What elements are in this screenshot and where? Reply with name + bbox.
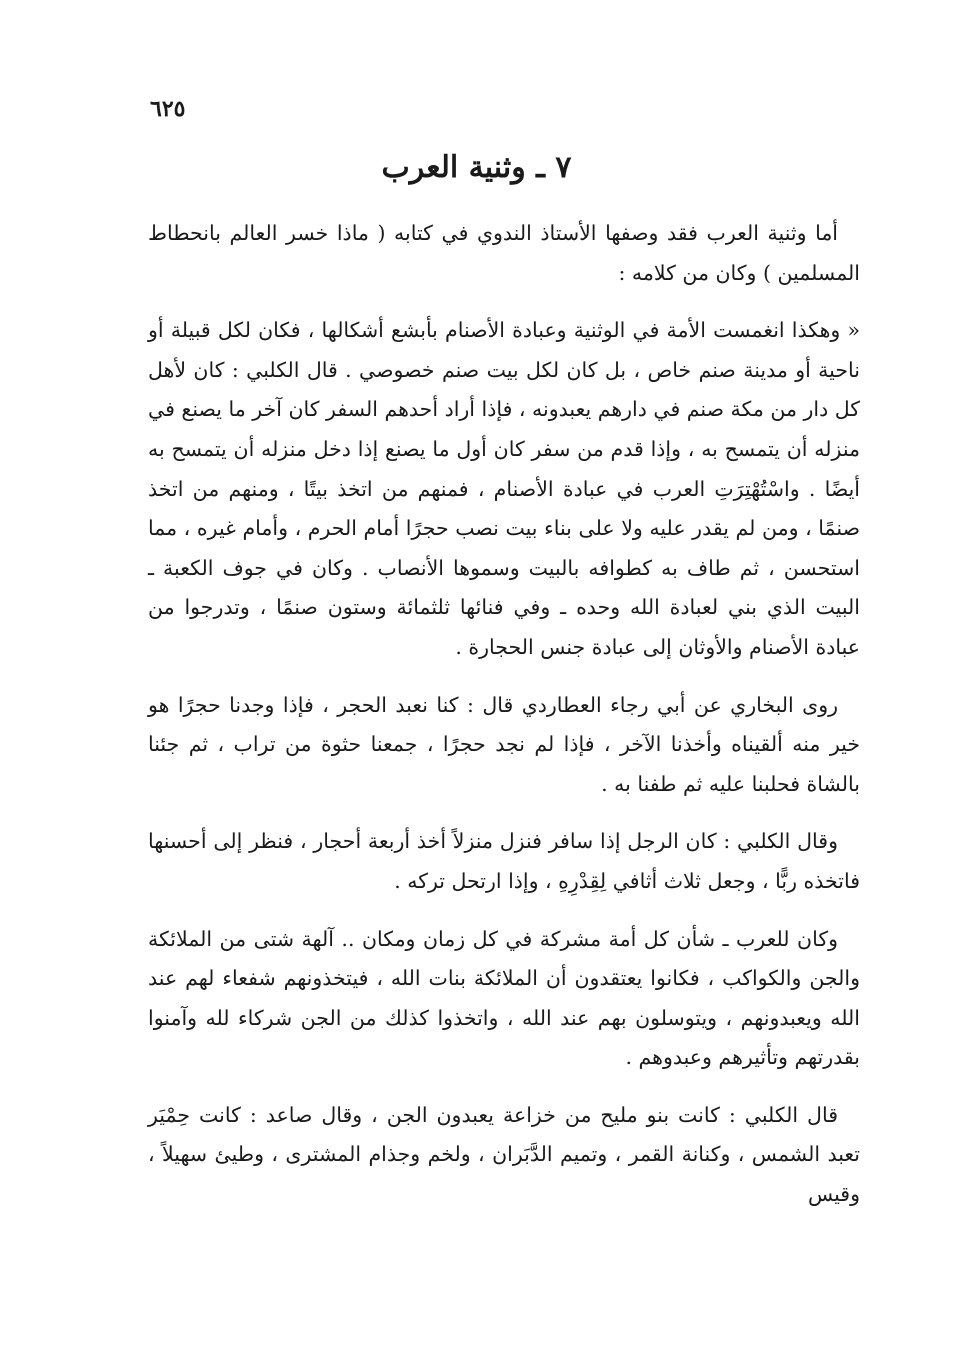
chapter-title: ٧ ـ وثنية العرب	[381, 150, 572, 185]
paragraph-quote: « وهكذا انغمست الأمة في الوثنية وعبادة الأصنام بأبشع أشكالها ، فكان لكل قبيلة أو ناحية أو مدينة صنم خاص ، بل كان لكل بيت صنم خصوصي . قال الكلبي : كان لأهل كل دار من مكة صنم في دارهم يعبدونه ، فإذا أراد أحدهم السفر كان آخر ما يصنع في منزله أن يتمسح به ، وإذا قدم من سفر كان أول ما يصنع إذا دخل منزله أن يتمسح به أيضًا . واسْتُهْتِرَتِ العرب في عبادة الأصنام ، فمنهم من اتخذ بيتًا ، ومنهم من اتخذ صنمًا ، ومن لم يقدر عليه ولا على بناء بيت نصب حجرًا أمام الحرم ، وأمام غيره ، مما استحسن ، ثم طاف به كطوافه بالبيت وسموها الأنصاب . وكان في جوف الكعبة ـ البيت الذي بني لعبادة الله وحده ـ وفي فنائها ثلثمائة وستون صنمًا ، وتدرجوا من عبادة الأصنام والأوثان إلى عبادة جنس الحجارة .	[148, 318, 860, 659]
page-number: ٦٢٥	[150, 96, 186, 122]
paragraph-angels-jinn: وكان للعرب ـ شأن كل أمة مشركة في كل زمان ومكان .. آلهة شتى من الملائكة والجن والكواكب ، فكانوا يعتقدون أن الملائكة بنات الله ، فيتخذونهم شفعاء لهم عند الله ويعبدونهم ، ويتوسلون بهم عند الله ، واتخذوا كذلك من الجن شركاء لله وآمنوا بقدرتهم وتأثيرهم وعبدوهم .	[148, 926, 860, 1070]
body-text	[148, 214, 860, 1233]
paragraph-intro: أما وثنية العرب فقد وصفها الأستاذ الندوي في كتابه ( ماذا خسر العالم بانحطاط المسلمين ) وكان من كلامه :	[148, 221, 860, 285]
paragraph-bukhari: روى البخاري عن أبي رجاء العطاردي قال : كنا نعبد الحجر ، فإذا وجدنا حجرًا هو خير منه ألقيناه وأخذنا الآخر ، فإذا لم نجد حجرًا ، جمعنا حثوة من تراب ، ثم جئنا بالشاة فحلبنا عليه ثم طفنا به .	[148, 692, 860, 796]
paragraph-kalbi-tribes: قال الكلبي : كانت بنو مليح من خزاعة يعبدون الجن ، وقال صاعد : كانت حِمْيَر تعبد الشمس ، وكنانة القمر ، وتميم الدَّبَران ، ولخم وجذام المشترى ، وطيئ سهيلاً ، وقيس	[148, 1102, 860, 1207]
paragraph-kalbi-stones: وقال الكلبي : كان الرجل إذا سافر فنزل منزلاً أخذ أربعة أحجار ، فنظر إلى أحسنها فاتخذه ربًّا ، وجعل ثلاث أثافي لِقِدْرِهِ ، وإذا ارتحل تركه .	[148, 829, 860, 893]
